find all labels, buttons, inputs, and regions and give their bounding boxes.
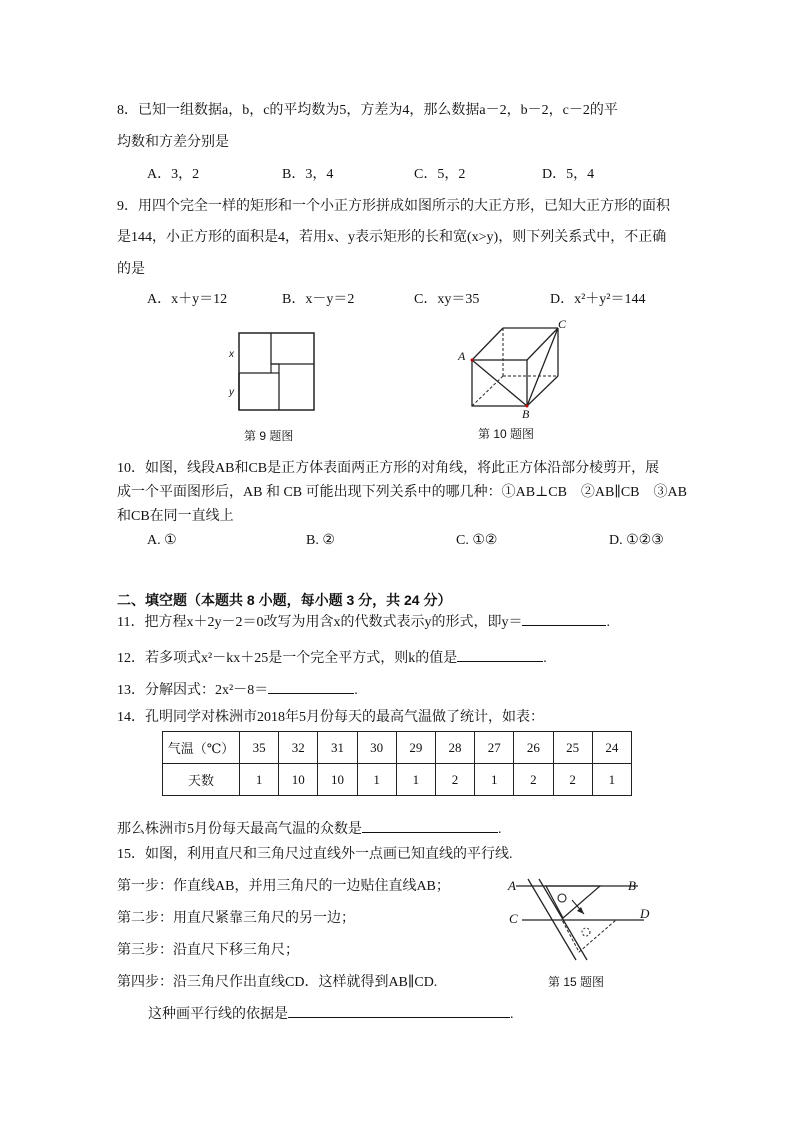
q15-step-1: 第一步：作直线AB，并用三角尺的一边贴住直线AB； xyxy=(117,879,450,894)
temperature-table xyxy=(162,731,632,796)
q15-answer-blank[interactable] xyxy=(288,1003,510,1018)
table-cell: 25 xyxy=(553,732,592,764)
fig9-label-x: x xyxy=(229,349,234,360)
q9-option-a: A．x＋y＝12 xyxy=(147,292,228,307)
q9-option-d: D．x²＋y²＝144 xyxy=(550,292,646,307)
table-cell: 1 xyxy=(592,764,631,796)
fig15-label-c: C xyxy=(509,911,518,926)
fig10-label-c: C xyxy=(558,317,567,331)
q11-text: 11．把方程x＋2y－2＝0改写为用含x的代数式表示y的形式，即y＝ xyxy=(117,615,523,630)
q13-answer-blank[interactable] xyxy=(268,679,354,694)
fig15-label-a: A xyxy=(508,878,516,893)
fig9-label-y: y xyxy=(229,387,234,398)
table-cell: 1 xyxy=(475,764,514,796)
q8-option-a: A．3，2 xyxy=(147,167,200,182)
q15-step-4: 第四步：沿三角尺作出直线CD．这样就得到AB∥CD. xyxy=(117,975,438,990)
fig10-caption: 第 10 题图 xyxy=(478,427,535,441)
fig15-label-d: D xyxy=(640,906,650,921)
q8-option-b: B．3，4 xyxy=(282,167,334,182)
table-cell: 2 xyxy=(514,764,553,796)
table-cell: 2 xyxy=(553,764,592,796)
table-cell: 29 xyxy=(396,732,435,764)
table-cell: 28 xyxy=(435,732,474,764)
table-header-days: 天数 xyxy=(163,764,240,796)
q13-text: 13．分解因式：2x²－8＝ xyxy=(117,683,269,698)
table-cell: 27 xyxy=(475,732,514,764)
q13-end: . xyxy=(354,683,358,698)
q14-answer-blank[interactable] xyxy=(362,818,498,833)
q9-option-c: C．xy＝35 xyxy=(414,292,480,307)
table-row-temperature xyxy=(163,732,632,764)
q8-line2: 均数和方差分别是 xyxy=(117,135,229,150)
q15-basis-text: 这种画平行线的依据是 xyxy=(148,1007,288,1022)
q9-line3: 的是 xyxy=(117,262,145,277)
q14-text: 14．孔明同学对株洲市2018年5月份每天的最高气温做了统计，如表： xyxy=(117,710,544,725)
q9-line2: 是144，小正方形的面积是4，若用x、y表示矩形的长和宽(x>y)，则下列关系式中，不正确 xyxy=(117,230,667,245)
q10-option-b: B. ② xyxy=(306,533,335,548)
q14-followup xyxy=(117,818,502,840)
q8-option-c: C．5，2 xyxy=(414,167,466,182)
fig15-caption: 第 15 题图 xyxy=(548,975,605,989)
q8-line1: 8．已知一组数据a，b，c的平均数为5，方差为4，那么数据a－2，b－2，c－2的平 xyxy=(117,103,618,118)
table-cell: 1 xyxy=(240,764,279,796)
q11-end: . xyxy=(606,615,610,630)
q14-followup-text: 那么株洲市5月份每天最高气温的众数是 xyxy=(117,822,362,837)
q10-line2: 成一个平面图形后，AB 和 CB 可能出现下列关系中的哪几种：①AB⊥CB ②AB∥CB ③AB xyxy=(117,485,687,500)
table-cell: 26 xyxy=(514,732,553,764)
q10-option-a: A. ① xyxy=(147,533,177,548)
q10-line1: 10．如图，线段AB和CB是正方体表面两正方形的对角线，将此正方体沿部分棱剪开，展 xyxy=(117,461,660,476)
table-row-days xyxy=(163,764,632,796)
q13 xyxy=(117,679,358,701)
q9-option-b: B．x－y＝2 xyxy=(282,292,355,307)
table-cell: 32 xyxy=(279,732,318,764)
table-cell: 2 xyxy=(435,764,474,796)
q12-answer-blank[interactable] xyxy=(457,647,543,662)
section-2-title: 二、填空题（本题共 8 小题，每小题 3 分，共 24 分） xyxy=(117,592,452,608)
fig15-label-b: B xyxy=(628,878,636,893)
q11-answer-blank[interactable] xyxy=(522,611,606,626)
table-cell: 31 xyxy=(318,732,357,764)
q10-option-c: C. ①② xyxy=(456,533,498,548)
q11 xyxy=(117,611,610,633)
table-cell: 1 xyxy=(396,764,435,796)
fig10-label-b: B xyxy=(522,407,530,421)
table-cell: 24 xyxy=(592,732,631,764)
q12 xyxy=(117,647,547,669)
table-header-temperature: 气温（℃） xyxy=(163,732,240,764)
q12-text: 12．若多项式x²－kx＋25是一个完全平方式，则k的值是 xyxy=(117,651,458,666)
q14-end: . xyxy=(498,822,502,837)
table-cell: 1 xyxy=(357,764,396,796)
q15-step-3: 第三步：沿直尺下移三角尺； xyxy=(117,943,299,958)
table-cell: 30 xyxy=(357,732,396,764)
q15-step-2: 第二步：用直尺紧靠三角尺的另一边； xyxy=(117,911,355,926)
figure-9-square xyxy=(226,328,318,416)
table-cell: 10 xyxy=(318,764,357,796)
figure-10-cube xyxy=(458,318,568,422)
q15-basis xyxy=(148,1003,514,1025)
q15-text: 15．如图，利用直尺和三角尺过直线外一点画已知直线的平行线. xyxy=(117,847,513,862)
q15-end: . xyxy=(510,1007,514,1022)
table-cell: 35 xyxy=(240,732,279,764)
q8-option-d: D．5，4 xyxy=(542,167,595,182)
fig10-label-a: A xyxy=(458,349,466,363)
q10-option-d: D. ①②③ xyxy=(609,533,664,548)
table-cell: 10 xyxy=(279,764,318,796)
fig9-caption: 第 9 题图 xyxy=(244,429,294,443)
q12-end: . xyxy=(543,651,547,666)
q10-line3: 和CB在同一直线上 xyxy=(117,509,234,524)
q9-line1: 9．用四个完全一样的矩形和一个小正方形拼成如图所示的大正方形，已知大正方形的面积 xyxy=(117,199,670,214)
